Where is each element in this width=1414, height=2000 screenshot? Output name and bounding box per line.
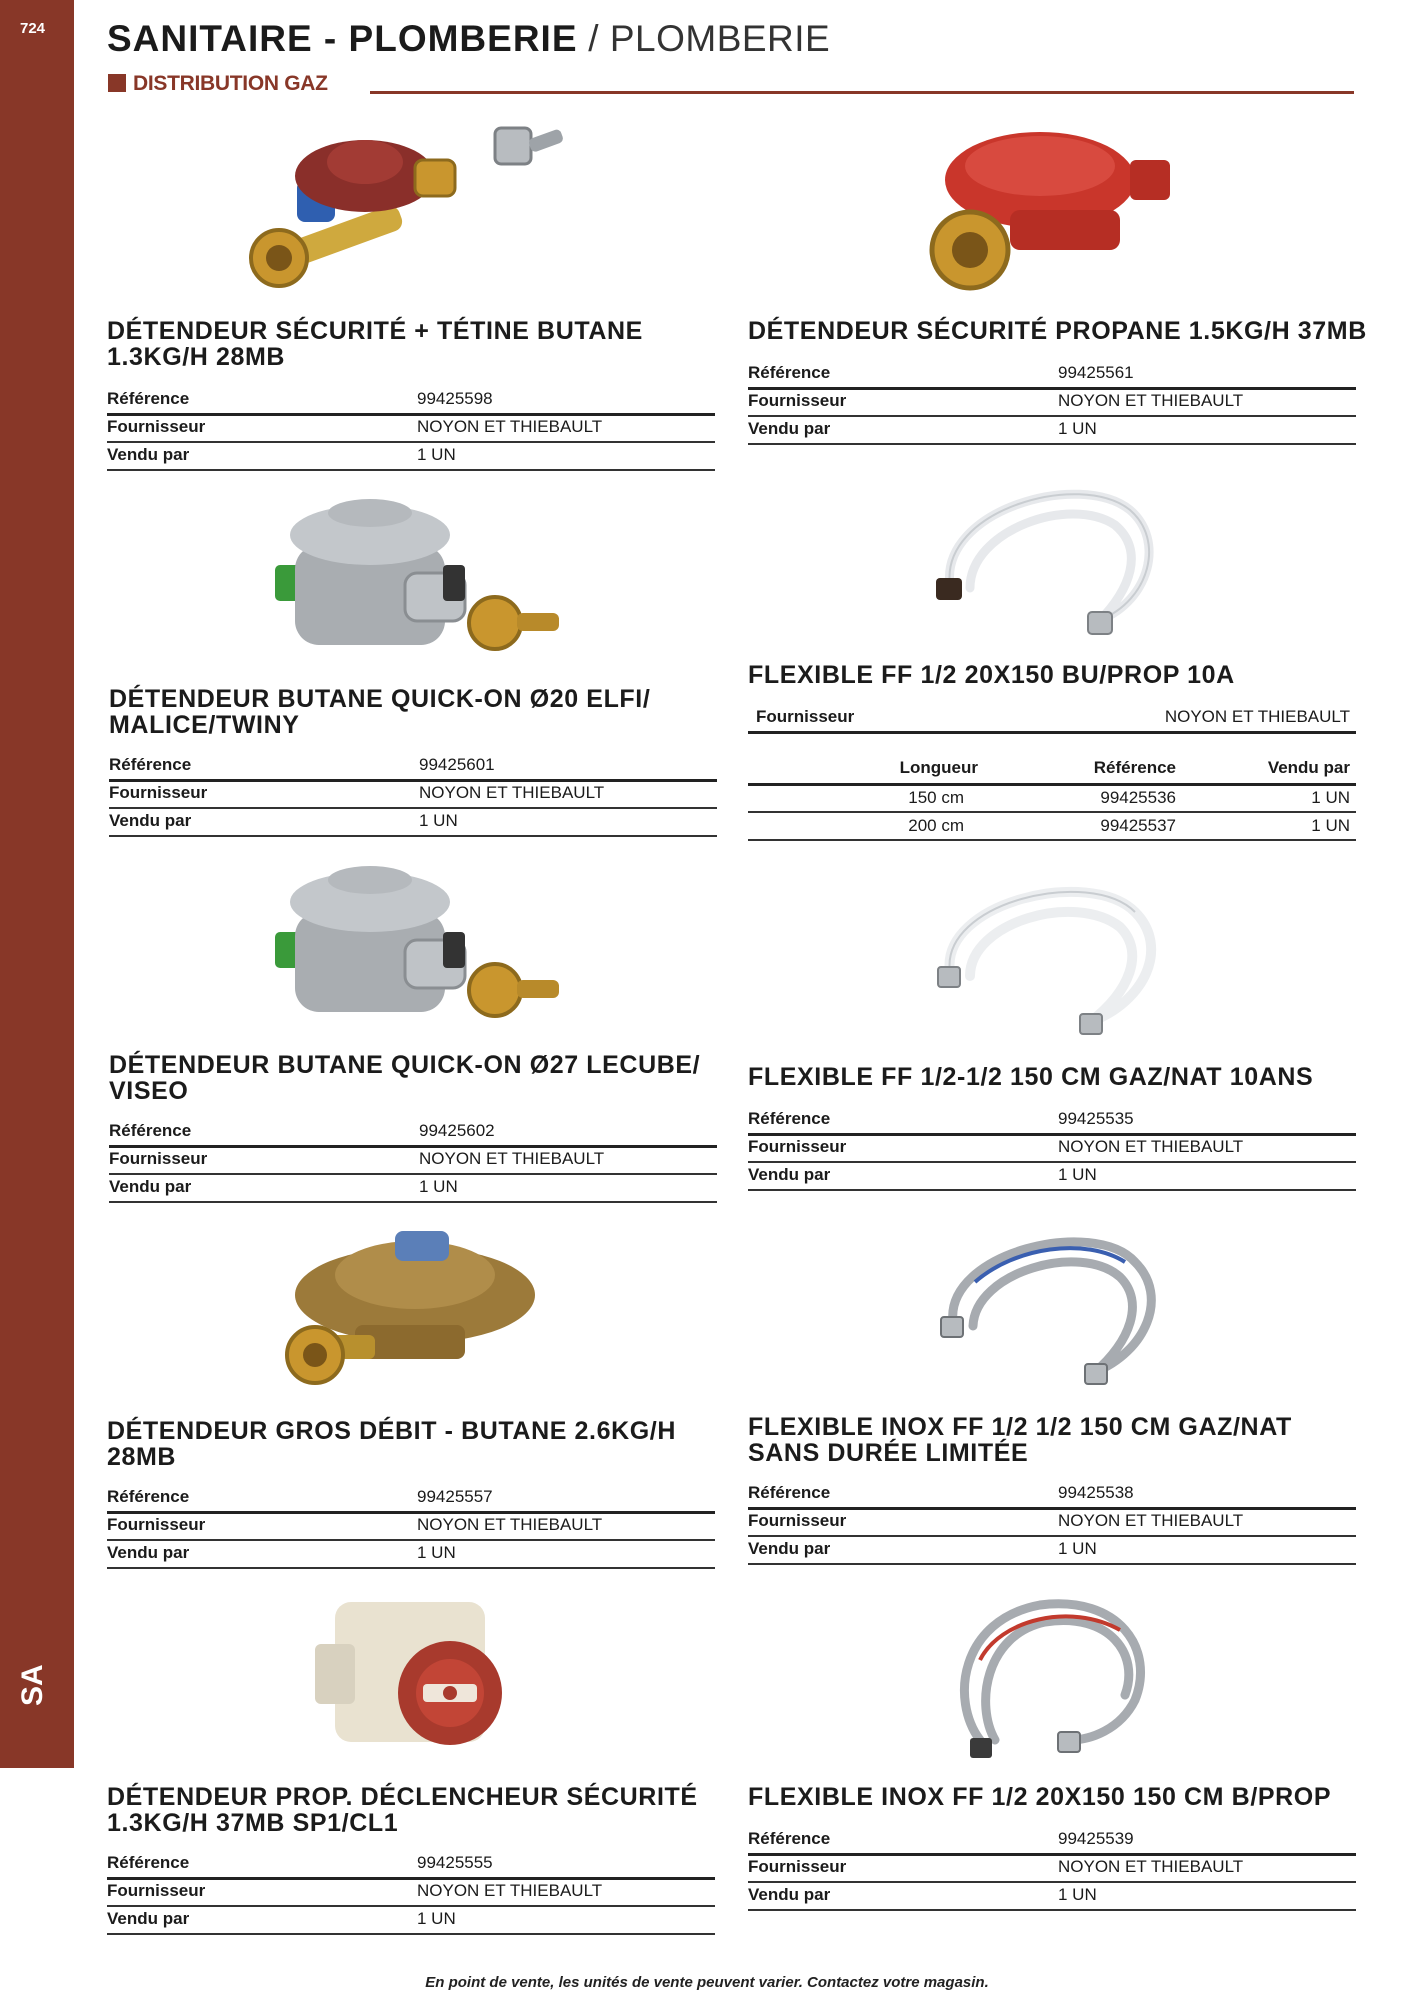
spec-label: Référence (748, 1828, 831, 1848)
spec-row-reference (107, 1484, 715, 1512)
product-title: FLEXIBLE INOX FF 1/2 1/2 150 CM GAZ/NAT SANS DURÉE LIMITÉE (748, 1413, 1292, 1467)
spec-label: Fournisseur (107, 1881, 206, 1900)
spec-label: Fournisseur (109, 783, 208, 802)
product-title: FLEXIBLE FF 1/2-1/2 150 CM GAZ/NAT 10ANS (748, 1063, 1314, 1091)
product-spec-table (748, 1826, 1356, 1911)
spec-value: NOYON ET THIEBAULT (1058, 1511, 1244, 1530)
variant-row[interactable] (748, 784, 1356, 812)
spec-value: NOYON ET THIEBAULT (417, 1515, 603, 1534)
column-header: Vendu par (1188, 750, 1356, 784)
spec-row-sold-by (109, 808, 717, 836)
product-title: DÉTENDEUR BUTANE QUICK-ON Ø27 LECUBE/ VISEO (109, 1051, 701, 1105)
variant-sold-by: 1 UN (1188, 812, 1356, 840)
spec-label: Vendu par (109, 811, 192, 830)
product-title: FLEXIBLE INOX FF 1/2 20X150 150 CM B/PROP (748, 1783, 1332, 1811)
side-color-strip (0, 0, 74, 1768)
variant-reference: 99425536 (988, 784, 1188, 812)
white-gas-hose-image (930, 470, 1170, 640)
product-spec-table (107, 1484, 715, 1569)
spec-value: 1 UN (417, 1543, 456, 1562)
spec-label: Fournisseur (107, 1515, 206, 1534)
product-supplier-table (748, 704, 1356, 734)
product-title: DÉTENDEUR BUTANE QUICK-ON Ø20 ELFI/ MALICE/TWINY (109, 685, 651, 739)
footer-note: En point de vente, les unités de vente peuvent varier. Contactez votre magasin. (425, 1974, 989, 1991)
spec-label: Référence (109, 1120, 192, 1140)
red-propane-regulator-image (925, 120, 1185, 300)
spec-value: 99425555 (417, 1852, 493, 1872)
spec-value: NOYON ET THIEBAULT (419, 1149, 605, 1168)
spec-label: Référence (107, 388, 190, 408)
quick-on-regulator-image (255, 862, 575, 1032)
product-title: DÉTENDEUR GROS DÉBIT - BUTANE 2.6KG/H 28MB (107, 1417, 677, 1471)
spec-label: Référence (107, 1852, 190, 1872)
spec-row-supplier (748, 388, 1356, 416)
spec-label: Fournisseur (748, 1511, 847, 1530)
spec-row-reference (107, 1850, 715, 1878)
variant-table (748, 750, 1356, 841)
spec-row-supplier (107, 1512, 715, 1540)
spec-row-sold-by (107, 1540, 715, 1568)
spec-row-supplier (107, 414, 715, 442)
spec-value: 1 UN (417, 445, 456, 464)
spec-row-reference (748, 1106, 1356, 1134)
spec-label: Référence (748, 1482, 831, 1502)
spec-row-supplier (107, 1878, 715, 1906)
regulator-with-nipple-image (245, 118, 575, 298)
spec-row-sold-by (107, 1906, 715, 1934)
spec-row-sold-by (748, 1162, 1356, 1190)
product-title: DÉTENDEUR SÉCURITÉ PROPANE 1.5KG/H 37MB (748, 317, 1367, 345)
spec-value: NOYON ET THIEBAULT (417, 1881, 603, 1900)
spec-value: 99425535 (1058, 1108, 1134, 1128)
spec-row-reference (748, 1826, 1356, 1854)
spec-value: NOYON ET THIEBAULT (1058, 1857, 1244, 1876)
spec-value: 1 UN (417, 1909, 456, 1928)
column-header: Référence (988, 750, 1188, 784)
spec-value: 99425598 (417, 388, 493, 408)
spec-label: Vendu par (107, 445, 190, 464)
spec-row-reference (107, 386, 715, 414)
spec-value: NOYON ET THIEBAULT (417, 417, 603, 436)
spec-row-sold-by (109, 1174, 717, 1202)
variant-header-row (748, 750, 1356, 784)
spec-label: Référence (748, 362, 831, 382)
product-spec-table (109, 752, 717, 837)
spec-value: NOYON ET THIEBAULT (419, 783, 605, 802)
side-section-label: SA (16, 1664, 49, 1706)
spec-value: 99425561 (1058, 362, 1134, 382)
spec-label: Référence (109, 754, 192, 774)
spec-label: Vendu par (748, 1539, 831, 1558)
product-title: DÉTENDEUR PROP. DÉCLENCHEUR SÉCURITÉ 1.3KG/H 37MB SP1/CL1 (107, 1783, 698, 1837)
spec-value: 1 UN (1058, 1539, 1097, 1558)
spec-label: Vendu par (107, 1543, 190, 1562)
spec-label: Fournisseur (109, 1149, 208, 1168)
spec-row-supplier (748, 704, 1356, 732)
spec-value: 1 UN (419, 1177, 458, 1196)
stainless-gas-hose-image (940, 1590, 1160, 1765)
section-heading (108, 72, 1354, 98)
spec-row-sold-by (748, 416, 1356, 444)
variant-length: 200 cm (748, 812, 988, 840)
brass-regulator-image (285, 1225, 545, 1395)
product-title: FLEXIBLE FF 1/2 20X150 BU/PROP 10A (748, 661, 1235, 689)
spec-row-reference (748, 1480, 1356, 1508)
spec-value: 99425538 (1058, 1482, 1134, 1502)
spec-value: 1 UN (419, 811, 458, 830)
product-spec-table (107, 1850, 715, 1935)
spec-row-reference (748, 360, 1356, 388)
section-name: DISTRIBUTION GAZ (133, 72, 328, 95)
spec-row-supplier (748, 1508, 1356, 1536)
spec-value: 1 UN (1058, 1165, 1097, 1184)
spec-label: Vendu par (107, 1909, 190, 1928)
spec-label: Fournisseur (756, 706, 855, 726)
variant-sold-by: 1 UN (1188, 784, 1356, 812)
spec-label: Fournisseur (748, 391, 847, 410)
spec-label: Vendu par (748, 1165, 831, 1184)
spec-label: Fournisseur (107, 417, 206, 436)
spec-label: Vendu par (109, 1177, 192, 1196)
spec-value: 99425601 (419, 754, 495, 774)
spec-label: Fournisseur (748, 1137, 847, 1156)
white-gas-hose-image (930, 872, 1170, 1042)
spec-label: Vendu par (748, 419, 831, 438)
section-marker (108, 74, 126, 92)
spec-value: 99425557 (417, 1486, 493, 1506)
spec-row-supplier (748, 1134, 1356, 1162)
spec-row-supplier (109, 1146, 717, 1174)
spec-row-supplier (748, 1854, 1356, 1882)
subcategory-title: PLOMBERIE (609, 18, 831, 59)
product-title: DÉTENDEUR SÉCURITÉ + TÉTINE BUTANE 1.3KG/H 28MB (107, 317, 643, 371)
spec-value: NOYON ET THIEBAULT (1058, 1137, 1244, 1156)
spec-value: 1 UN (1058, 1885, 1097, 1904)
spec-value: NOYON ET THIEBAULT (1164, 706, 1350, 726)
spec-row-sold-by (107, 442, 715, 470)
variant-reference: 99425537 (988, 812, 1188, 840)
safety-trigger-regulator-image (305, 1588, 525, 1768)
variant-row[interactable] (748, 812, 1356, 840)
page-number: 724 (20, 20, 46, 37)
page-title (107, 18, 830, 60)
column-header: Longueur (748, 750, 988, 784)
product-spec-table (107, 386, 715, 471)
title-separator: / (577, 18, 610, 59)
spec-label: Fournisseur (748, 1857, 847, 1876)
product-spec-table (109, 1118, 717, 1203)
spec-label: Référence (748, 1108, 831, 1128)
variant-length: 150 cm (748, 784, 988, 812)
spec-value: 99425539 (1058, 1828, 1134, 1848)
product-spec-table (748, 1480, 1356, 1565)
spec-value: 1 UN (1058, 419, 1097, 438)
spec-value: NOYON ET THIEBAULT (1058, 391, 1244, 410)
spec-label: Vendu par (748, 1885, 831, 1904)
spec-label: Référence (107, 1486, 190, 1506)
spec-row-sold-by (748, 1536, 1356, 1564)
spec-value: 99425602 (419, 1120, 495, 1140)
spec-row-reference (109, 752, 717, 780)
section-rule (370, 91, 1354, 94)
product-spec-table (748, 360, 1356, 445)
category-title: SANITAIRE - PLOMBERIE (107, 18, 578, 59)
spec-row-supplier (109, 780, 717, 808)
spec-row-reference (109, 1118, 717, 1146)
quick-on-regulator-image (255, 495, 575, 665)
spec-row-sold-by (748, 1882, 1356, 1910)
product-spec-table (748, 1106, 1356, 1191)
stainless-gas-hose-image (935, 1222, 1165, 1392)
